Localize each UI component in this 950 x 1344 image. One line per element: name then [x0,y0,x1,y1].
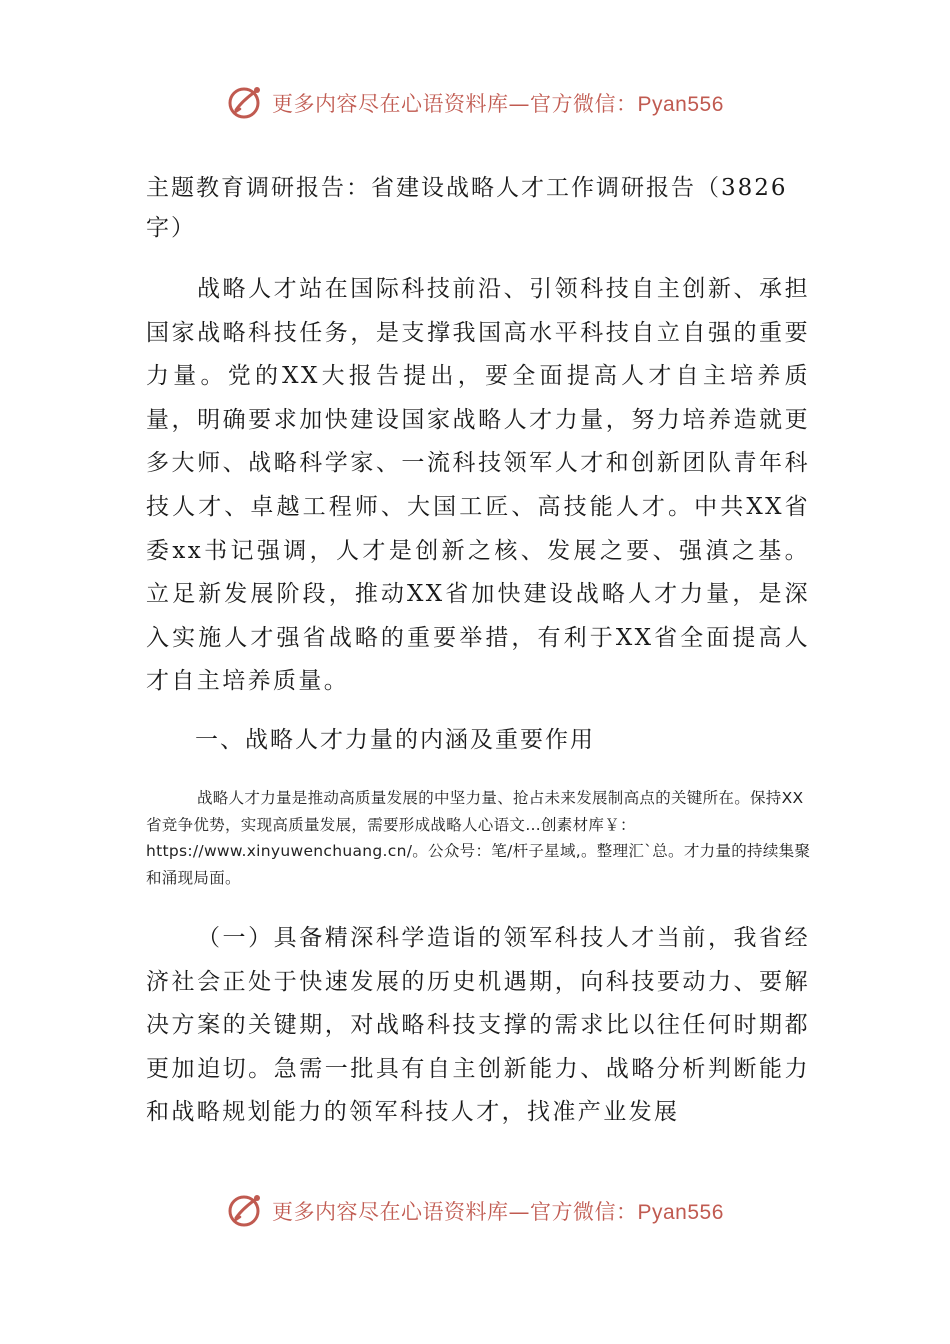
banner-wechat-id: Pyan556 [637,1201,724,1224]
subsection-paragraph: （一）具备精深科学造诣的领军科技人才当前，我省经济社会正处于快速发展的历史机遇期，向科技要动力、要解决方案的关键期，对战略科技支撑的需求比以往任何时期都更加迫切。急需一批具有自主创新能力、战略分析判断能力和战略规划能力的领军科技人才，找准产业发展 [146,925,810,1126]
banner-text [272,1196,724,1226]
banner-slogan: 更多内容尽在心语资料库 [272,92,509,116]
writing-hand-circle-icon [226,1191,266,1231]
document-title: 主题教育调研报告：省建设战略人才工作调研报告（3826字） [146,175,788,241]
footer-banner [226,1191,724,1231]
section-heading: 一、战略人才力量的内涵及重要作用 [195,727,595,753]
banner-wechat-id: Pyan556 [637,93,724,116]
banner-dash: — [508,92,530,116]
intro-paragraph: 战略人才站在国际科技前沿、引领科技自主创新、承担国家战略科技任务，是支撑我国高水平科技自立自强的重要力量。党的XX大报告提出，要全面提高人才自主培养质量，明确要求加快建设国家战略人才力量，努力培养造就更多大师、战略科学家、一流科技领军人才和创新团队青年科技人才、卓越工程师、大国工匠、高技能人才。中共XX省委xx书记强调，人才是创新之核、发展之要、强滇之基。立足新发展阶段，推动XX省加快建设战略人才力量，是深入实施人才强省战略的重要举措，有利于XX省全面提高人才自主培养质量。 [146,276,810,695]
banner-wechat-label: 官方微信： [530,1200,638,1224]
banner-slogan: 更多内容尽在心语资料库 [272,1200,509,1224]
banner-text [272,88,724,118]
header-banner [226,83,724,123]
banner-dash: — [508,1200,530,1224]
writing-hand-circle-icon [226,83,266,123]
banner-wechat-label: 官方微信： [530,92,638,116]
small-print-paragraph: 战略人才力量是推动高质量发展的中坚力量、抢占未来发展制高点的关键所在。保持XX省竞争优势，实现高质量发展，需要形成战略人心语文…创素材库￥：https://www.xinyuwenchuang.cn/。公众号：笔/杆子星域,。整理汇`总。才力量的持续集聚和涌现局面。 [146,789,811,887]
